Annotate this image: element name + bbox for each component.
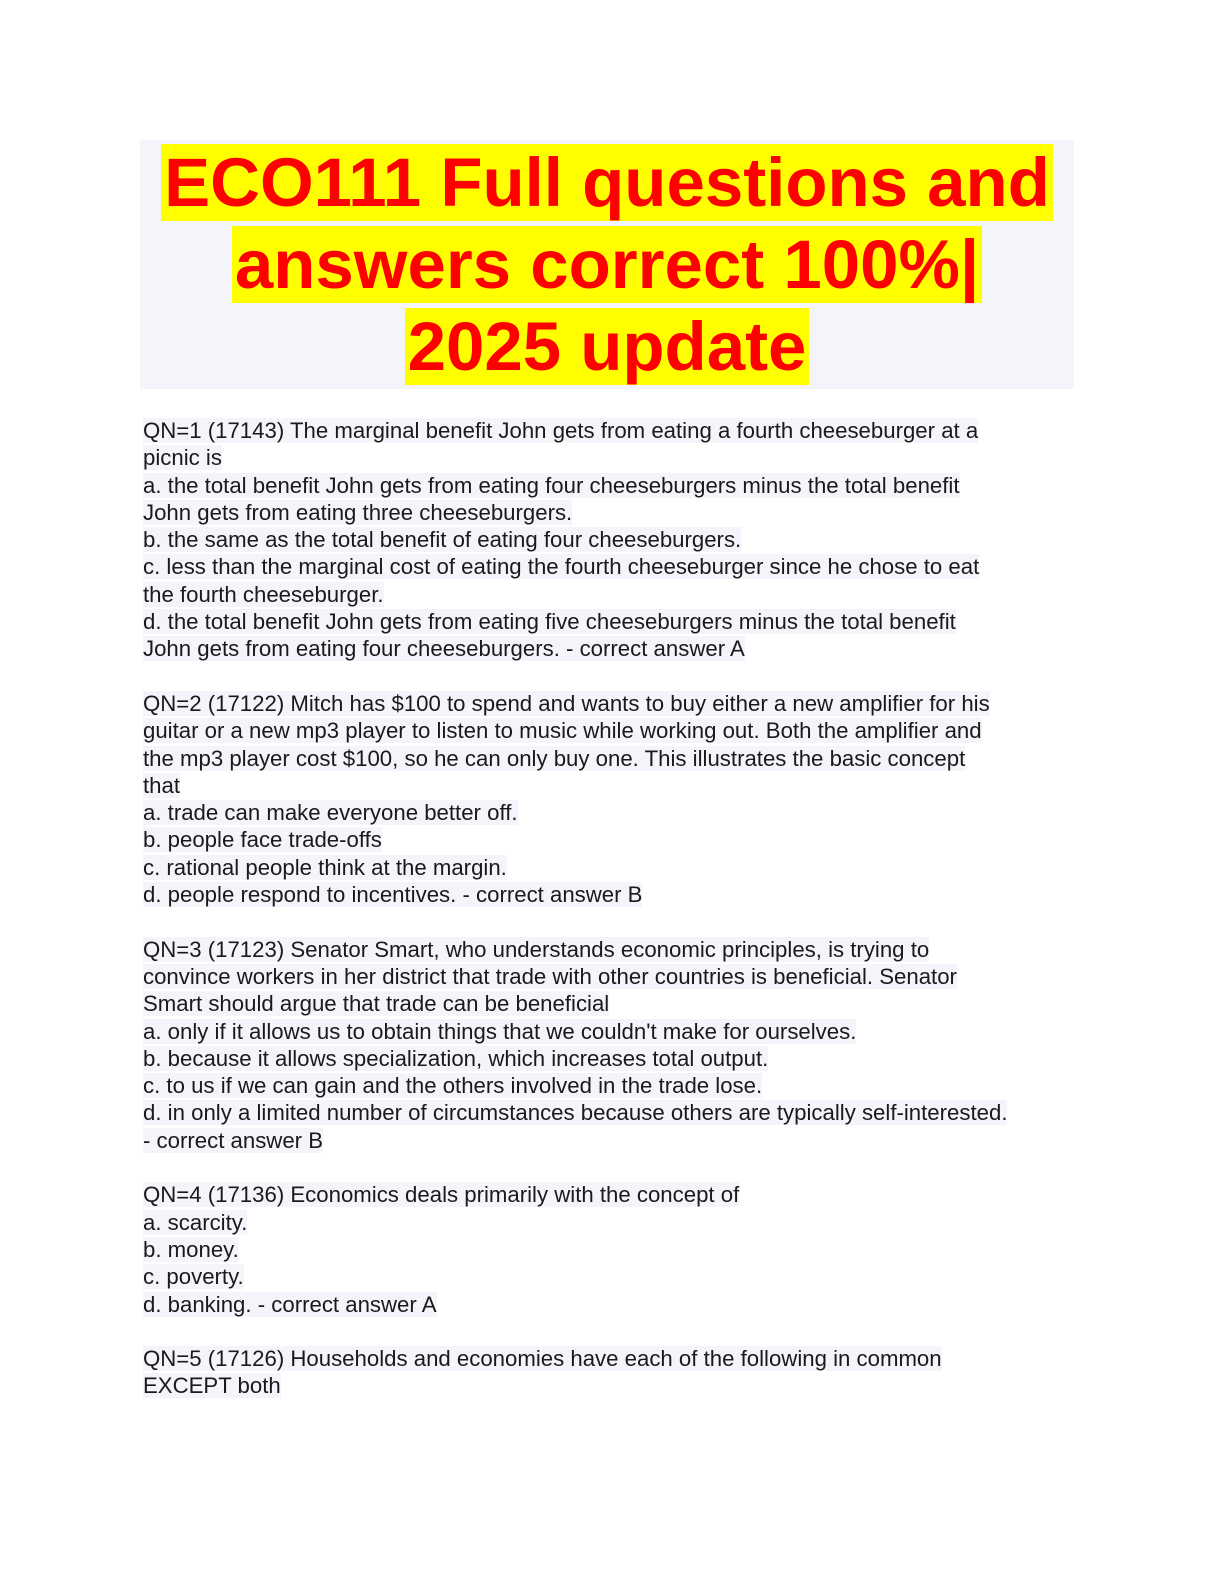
question-text: convince workers in her district that trade with other countries is beneficial. Senator xyxy=(143,963,957,989)
title-line: answers correct 100%| xyxy=(140,224,1074,306)
answer-option: d. in only a limited number of circumstances because others are typically self-interested. xyxy=(143,1100,1008,1126)
answer-option: d. people respond to incentives. - correct answer B xyxy=(143,882,643,908)
answer-option: John gets from eating four cheeseburgers. - correct answer A xyxy=(143,636,745,662)
question-block xyxy=(143,1345,1083,1400)
answer-option: b. because it allows specialization, which increases total output. xyxy=(143,1045,769,1071)
answer-option: a. trade can make everyone better off. xyxy=(143,800,518,826)
answer-option: d. banking. - correct answer A xyxy=(143,1291,437,1317)
question-block xyxy=(143,417,1083,663)
answer-option: the fourth cheeseburger. xyxy=(143,581,384,607)
question-text: the mp3 player cost $100, so he can only buy one. This illustrates the basic concept xyxy=(143,745,966,771)
answer-option: a. scarcity. xyxy=(143,1209,248,1235)
question-text: that xyxy=(143,772,181,798)
answer-option: b. money. xyxy=(143,1236,239,1262)
question-block xyxy=(143,1181,1083,1317)
question-text: guitar or a new mp3 player to listen to music while working out. Both the amplifier and xyxy=(143,718,982,744)
document-title xyxy=(140,140,1074,389)
question-text: QN=1 (17143) The marginal benefit John gets from eating a fourth cheeseburger at a xyxy=(143,418,979,443)
title-line: ECO111 Full questions and xyxy=(140,142,1074,224)
answer-option: - correct answer B xyxy=(143,1127,324,1153)
answer-option: c. rational people think at the margin. xyxy=(143,854,507,880)
question-block xyxy=(143,936,1083,1154)
question-text: QN=5 (17126) Households and economies have each of the following in common xyxy=(143,1346,942,1372)
question-text: QN=3 (17123) Senator Smart, who understands economic principles, is trying to xyxy=(143,936,930,962)
question-text: QN=2 (17122) Mitch has $100 to spend and wants to buy either a new amplifier for his xyxy=(143,690,990,716)
title-line: 2025 update xyxy=(140,306,1074,388)
question-text: Smart should argue that trade can be beneficial xyxy=(143,991,610,1017)
answer-option: c. less than the marginal cost of eating the fourth cheeseburger since he chose to eat xyxy=(143,554,980,580)
answer-option: a. only if it allows us to obtain things that we couldn't make for ourselves. xyxy=(143,1018,857,1044)
answer-option: b. the same as the total benefit of eating four cheeseburgers. xyxy=(143,527,742,553)
question-text: picnic is xyxy=(143,445,222,471)
answer-option: c. poverty. xyxy=(143,1264,244,1290)
answer-option: a. the total benefit John gets from eating four cheeseburgers minus the total benefit xyxy=(143,472,960,498)
question-text: EXCEPT both xyxy=(143,1373,281,1399)
answer-option: d. the total benefit John gets from eating five cheeseburgers minus the total benefit xyxy=(143,609,956,635)
answer-option: c. to us if we can gain and the others involved in the trade lose. xyxy=(143,1073,763,1099)
answer-option: b. people face trade-offs xyxy=(143,827,382,853)
question-text: QN=4 (17136) Economics deals primarily with the concept of xyxy=(143,1182,740,1208)
question-block xyxy=(143,690,1083,908)
question-list xyxy=(143,417,1083,1427)
answer-option: John gets from eating three cheeseburgers. xyxy=(143,499,573,525)
